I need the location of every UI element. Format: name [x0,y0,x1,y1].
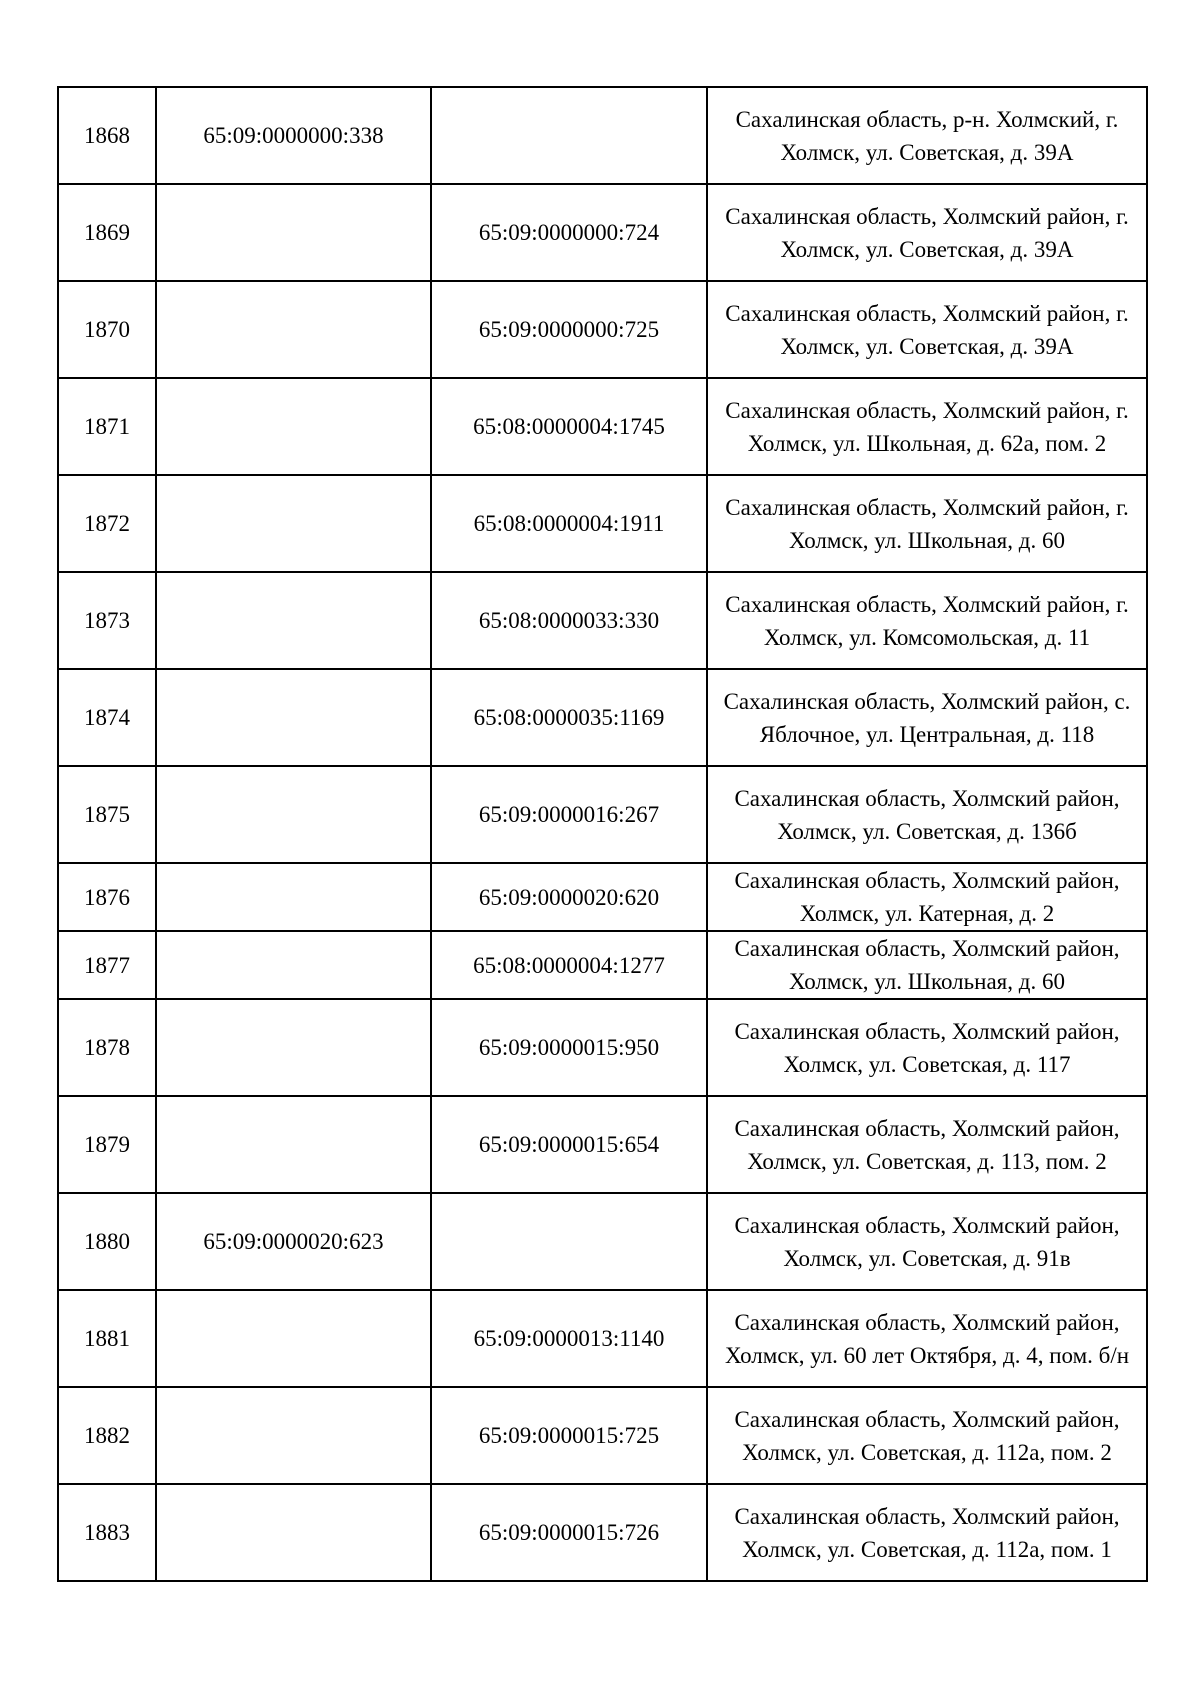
table-row [58,184,1147,281]
building-cadastral-number-cell: 65:09:0000000:724 [431,184,707,281]
address-cell: Сахалинская область, Холмский район, Холмск, ул. Советская, д. 136б [707,766,1147,863]
table-row [58,766,1147,863]
row-number-cell: 1881 [58,1290,156,1387]
land-cadastral-number-cell [156,1387,431,1484]
address-cell: Сахалинская область, Холмский район, Холмск, ул. Советская, д. 117 [707,999,1147,1096]
table-row [58,475,1147,572]
table-row [58,87,1147,184]
table-row [58,1096,1147,1193]
building-cadastral-number-cell: 65:08:0000033:330 [431,572,707,669]
building-cadastral-number-cell [431,1193,707,1290]
registry-table [57,86,1148,1582]
land-cadastral-number-cell: 65:09:0000000:338 [156,87,431,184]
building-cadastral-number-cell: 65:08:0000004:1745 [431,378,707,475]
building-cadastral-number-cell [431,87,707,184]
building-cadastral-number-cell: 65:09:0000015:950 [431,999,707,1096]
row-number-cell: 1872 [58,475,156,572]
building-cadastral-number-cell: 65:08:0000004:1911 [431,475,707,572]
table-row [58,281,1147,378]
table-row [58,1484,1147,1581]
row-number-cell: 1878 [58,999,156,1096]
row-number-cell: 1880 [58,1193,156,1290]
land-cadastral-number-cell [156,1290,431,1387]
row-number-cell: 1875 [58,766,156,863]
address-cell: Сахалинская область, Холмский район, Холмск, ул. Катерная, д. 2 [707,863,1147,931]
table-row [58,1387,1147,1484]
row-number-cell: 1868 [58,87,156,184]
address-cell: Сахалинская область, Холмский район, Холмск, ул. Школьная, д. 60 [707,931,1147,999]
row-number-cell: 1883 [58,1484,156,1581]
address-cell: Сахалинская область, Холмский район, г. Холмск, ул. Советская, д. 39А [707,281,1147,378]
row-number-cell: 1879 [58,1096,156,1193]
table-row [58,863,1147,931]
table-row [58,1290,1147,1387]
address-cell: Сахалинская область, Холмский район, Холмск, ул. Советская, д. 112а, пом. 1 [707,1484,1147,1581]
building-cadastral-number-cell: 65:08:0000035:1169 [431,669,707,766]
building-cadastral-number-cell: 65:09:0000020:620 [431,863,707,931]
building-cadastral-number-cell: 65:08:0000004:1277 [431,931,707,999]
land-cadastral-number-cell [156,1096,431,1193]
address-cell: Сахалинская область, Холмский район, Холмск, ул. Советская, д. 91в [707,1193,1147,1290]
row-number-cell: 1882 [58,1387,156,1484]
address-cell: Сахалинская область, Холмский район, Холмск, ул. Советская, д. 113, пом. 2 [707,1096,1147,1193]
building-cadastral-number-cell: 65:09:0000013:1140 [431,1290,707,1387]
address-cell: Сахалинская область, Холмский район, г. Холмск, ул. Комсомольская, д. 11 [707,572,1147,669]
land-cadastral-number-cell [156,281,431,378]
address-cell: Сахалинская область, Холмский район, г. Холмск, ул. Советская, д. 39А [707,184,1147,281]
table-row [58,999,1147,1096]
address-cell: Сахалинская область, Холмский район, г. Холмск, ул. Школьная, д. 60 [707,475,1147,572]
table-row [58,669,1147,766]
address-cell: Сахалинская область, р-н. Холмский, г. Холмск, ул. Советская, д. 39А [707,87,1147,184]
land-cadastral-number-cell [156,1484,431,1581]
land-cadastral-number-cell [156,863,431,931]
address-cell: Сахалинская область, Холмский район, Холмск, ул. Советская, д. 112а, пом. 2 [707,1387,1147,1484]
land-cadastral-number-cell [156,669,431,766]
land-cadastral-number-cell [156,931,431,999]
registry-table-body [58,87,1147,1581]
table-row [58,1193,1147,1290]
row-number-cell: 1869 [58,184,156,281]
table-row [58,931,1147,999]
land-cadastral-number-cell: 65:09:0000020:623 [156,1193,431,1290]
land-cadastral-number-cell [156,572,431,669]
row-number-cell: 1874 [58,669,156,766]
row-number-cell: 1871 [58,378,156,475]
address-cell: Сахалинская область, Холмский район, Холмск, ул. 60 лет Октября, д. 4, пом. б/н [707,1290,1147,1387]
building-cadastral-number-cell: 65:09:0000016:267 [431,766,707,863]
address-cell: Сахалинская область, Холмский район, г. Холмск, ул. Школьная, д. 62а, пом. 2 [707,378,1147,475]
land-cadastral-number-cell [156,378,431,475]
building-cadastral-number-cell: 65:09:0000015:654 [431,1096,707,1193]
address-cell: Сахалинская область, Холмский район, с. Яблочное, ул. Центральная, д. 118 [707,669,1147,766]
table-row [58,572,1147,669]
building-cadastral-number-cell: 65:09:0000000:725 [431,281,707,378]
table-row [58,378,1147,475]
row-number-cell: 1877 [58,931,156,999]
row-number-cell: 1876 [58,863,156,931]
land-cadastral-number-cell [156,999,431,1096]
row-number-cell: 1870 [58,281,156,378]
building-cadastral-number-cell: 65:09:0000015:725 [431,1387,707,1484]
land-cadastral-number-cell [156,184,431,281]
land-cadastral-number-cell [156,475,431,572]
building-cadastral-number-cell: 65:09:0000015:726 [431,1484,707,1581]
row-number-cell: 1873 [58,572,156,669]
land-cadastral-number-cell [156,766,431,863]
